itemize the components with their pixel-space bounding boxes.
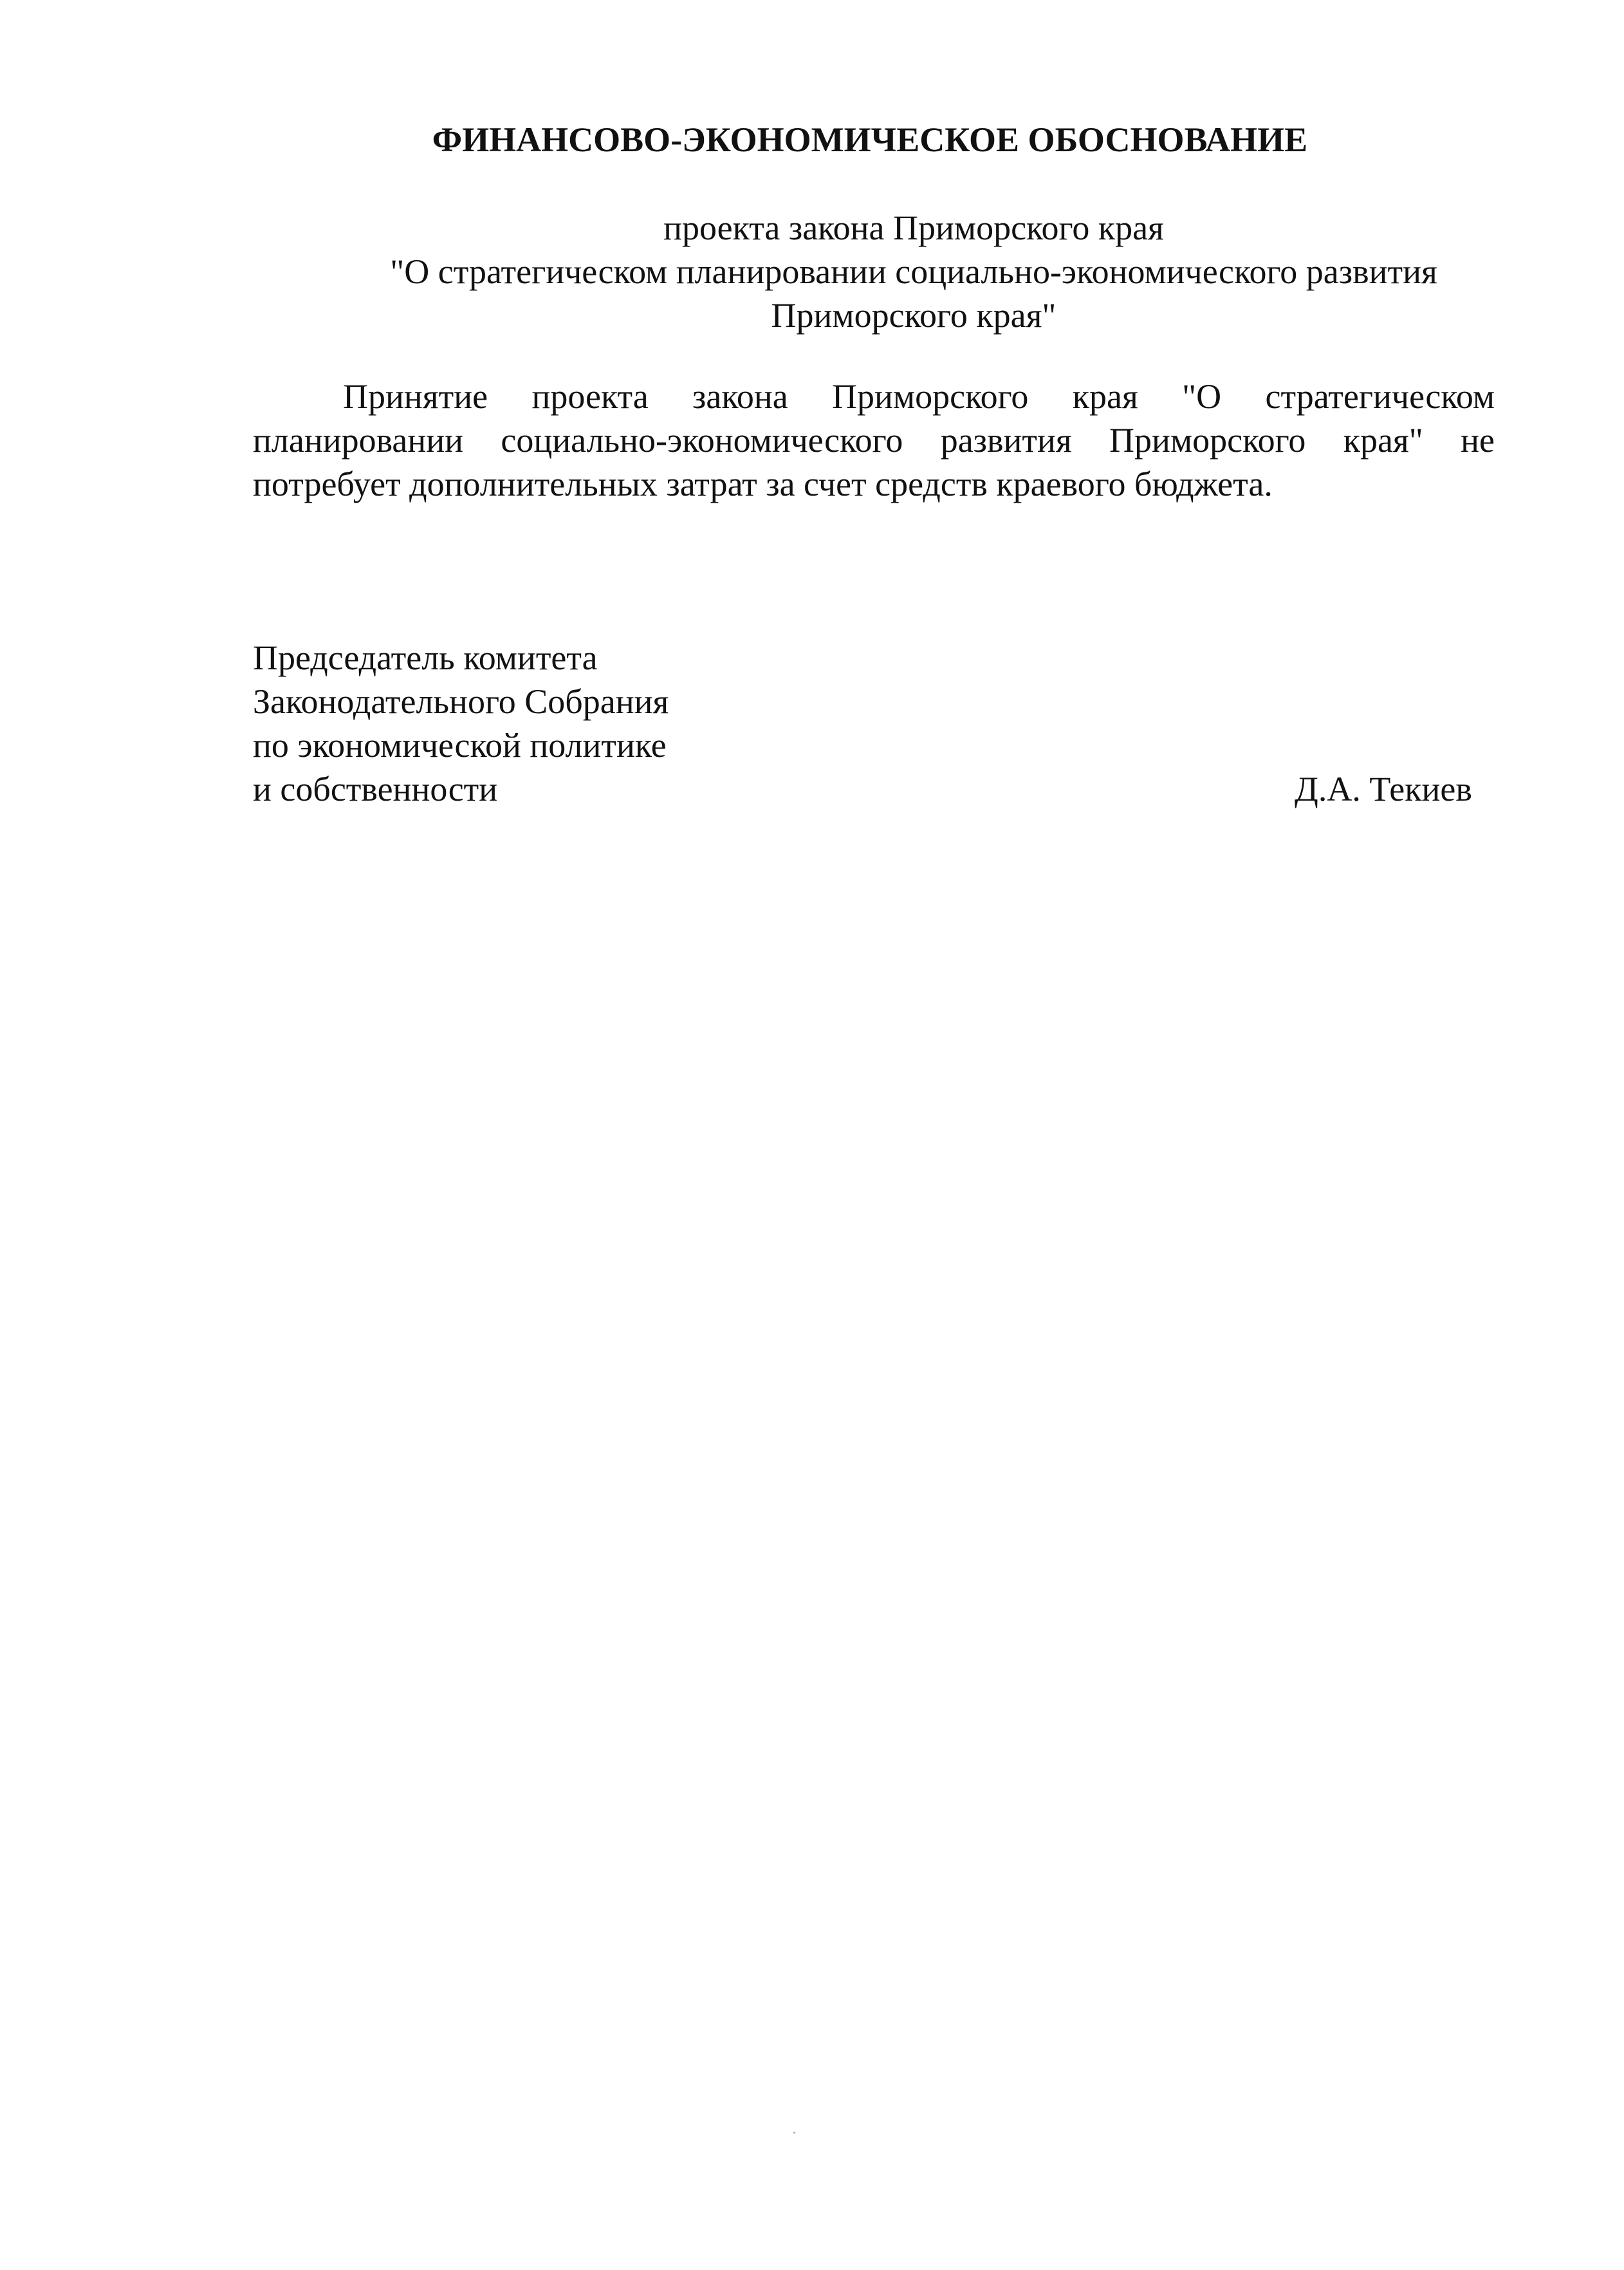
subtitle-line: Приморского края" bbox=[771, 296, 1057, 335]
document-title: ФИНАНСОВО-ЭКОНОМИЧЕСКОЕ ОБОСНОВАНИЕ bbox=[432, 120, 1308, 159]
signature-position bbox=[253, 636, 669, 811]
document-subtitle bbox=[335, 206, 1493, 337]
scan-speck bbox=[793, 2132, 795, 2134]
signature-position-line: Законодательного Собрания bbox=[253, 682, 669, 721]
signature-position-line: и собственности bbox=[253, 770, 498, 808]
subtitle-line: проекта закона Приморского края bbox=[663, 209, 1164, 247]
body-paragraph: Принятие проекта закона Приморского края "О стратегическом планировании социально-экономического развития Приморского края" не потребует дополнительных затрат за счет средств краевого бюджета. bbox=[253, 377, 1495, 503]
signer-name: Д.А. Текиев bbox=[1295, 770, 1472, 808]
signature-position-line: Председатель комитета bbox=[253, 638, 598, 677]
signature-position-line: по экономической политике bbox=[253, 726, 667, 765]
subtitle-line: "О стратегическом планировании социально-экономического развития bbox=[390, 252, 1437, 291]
